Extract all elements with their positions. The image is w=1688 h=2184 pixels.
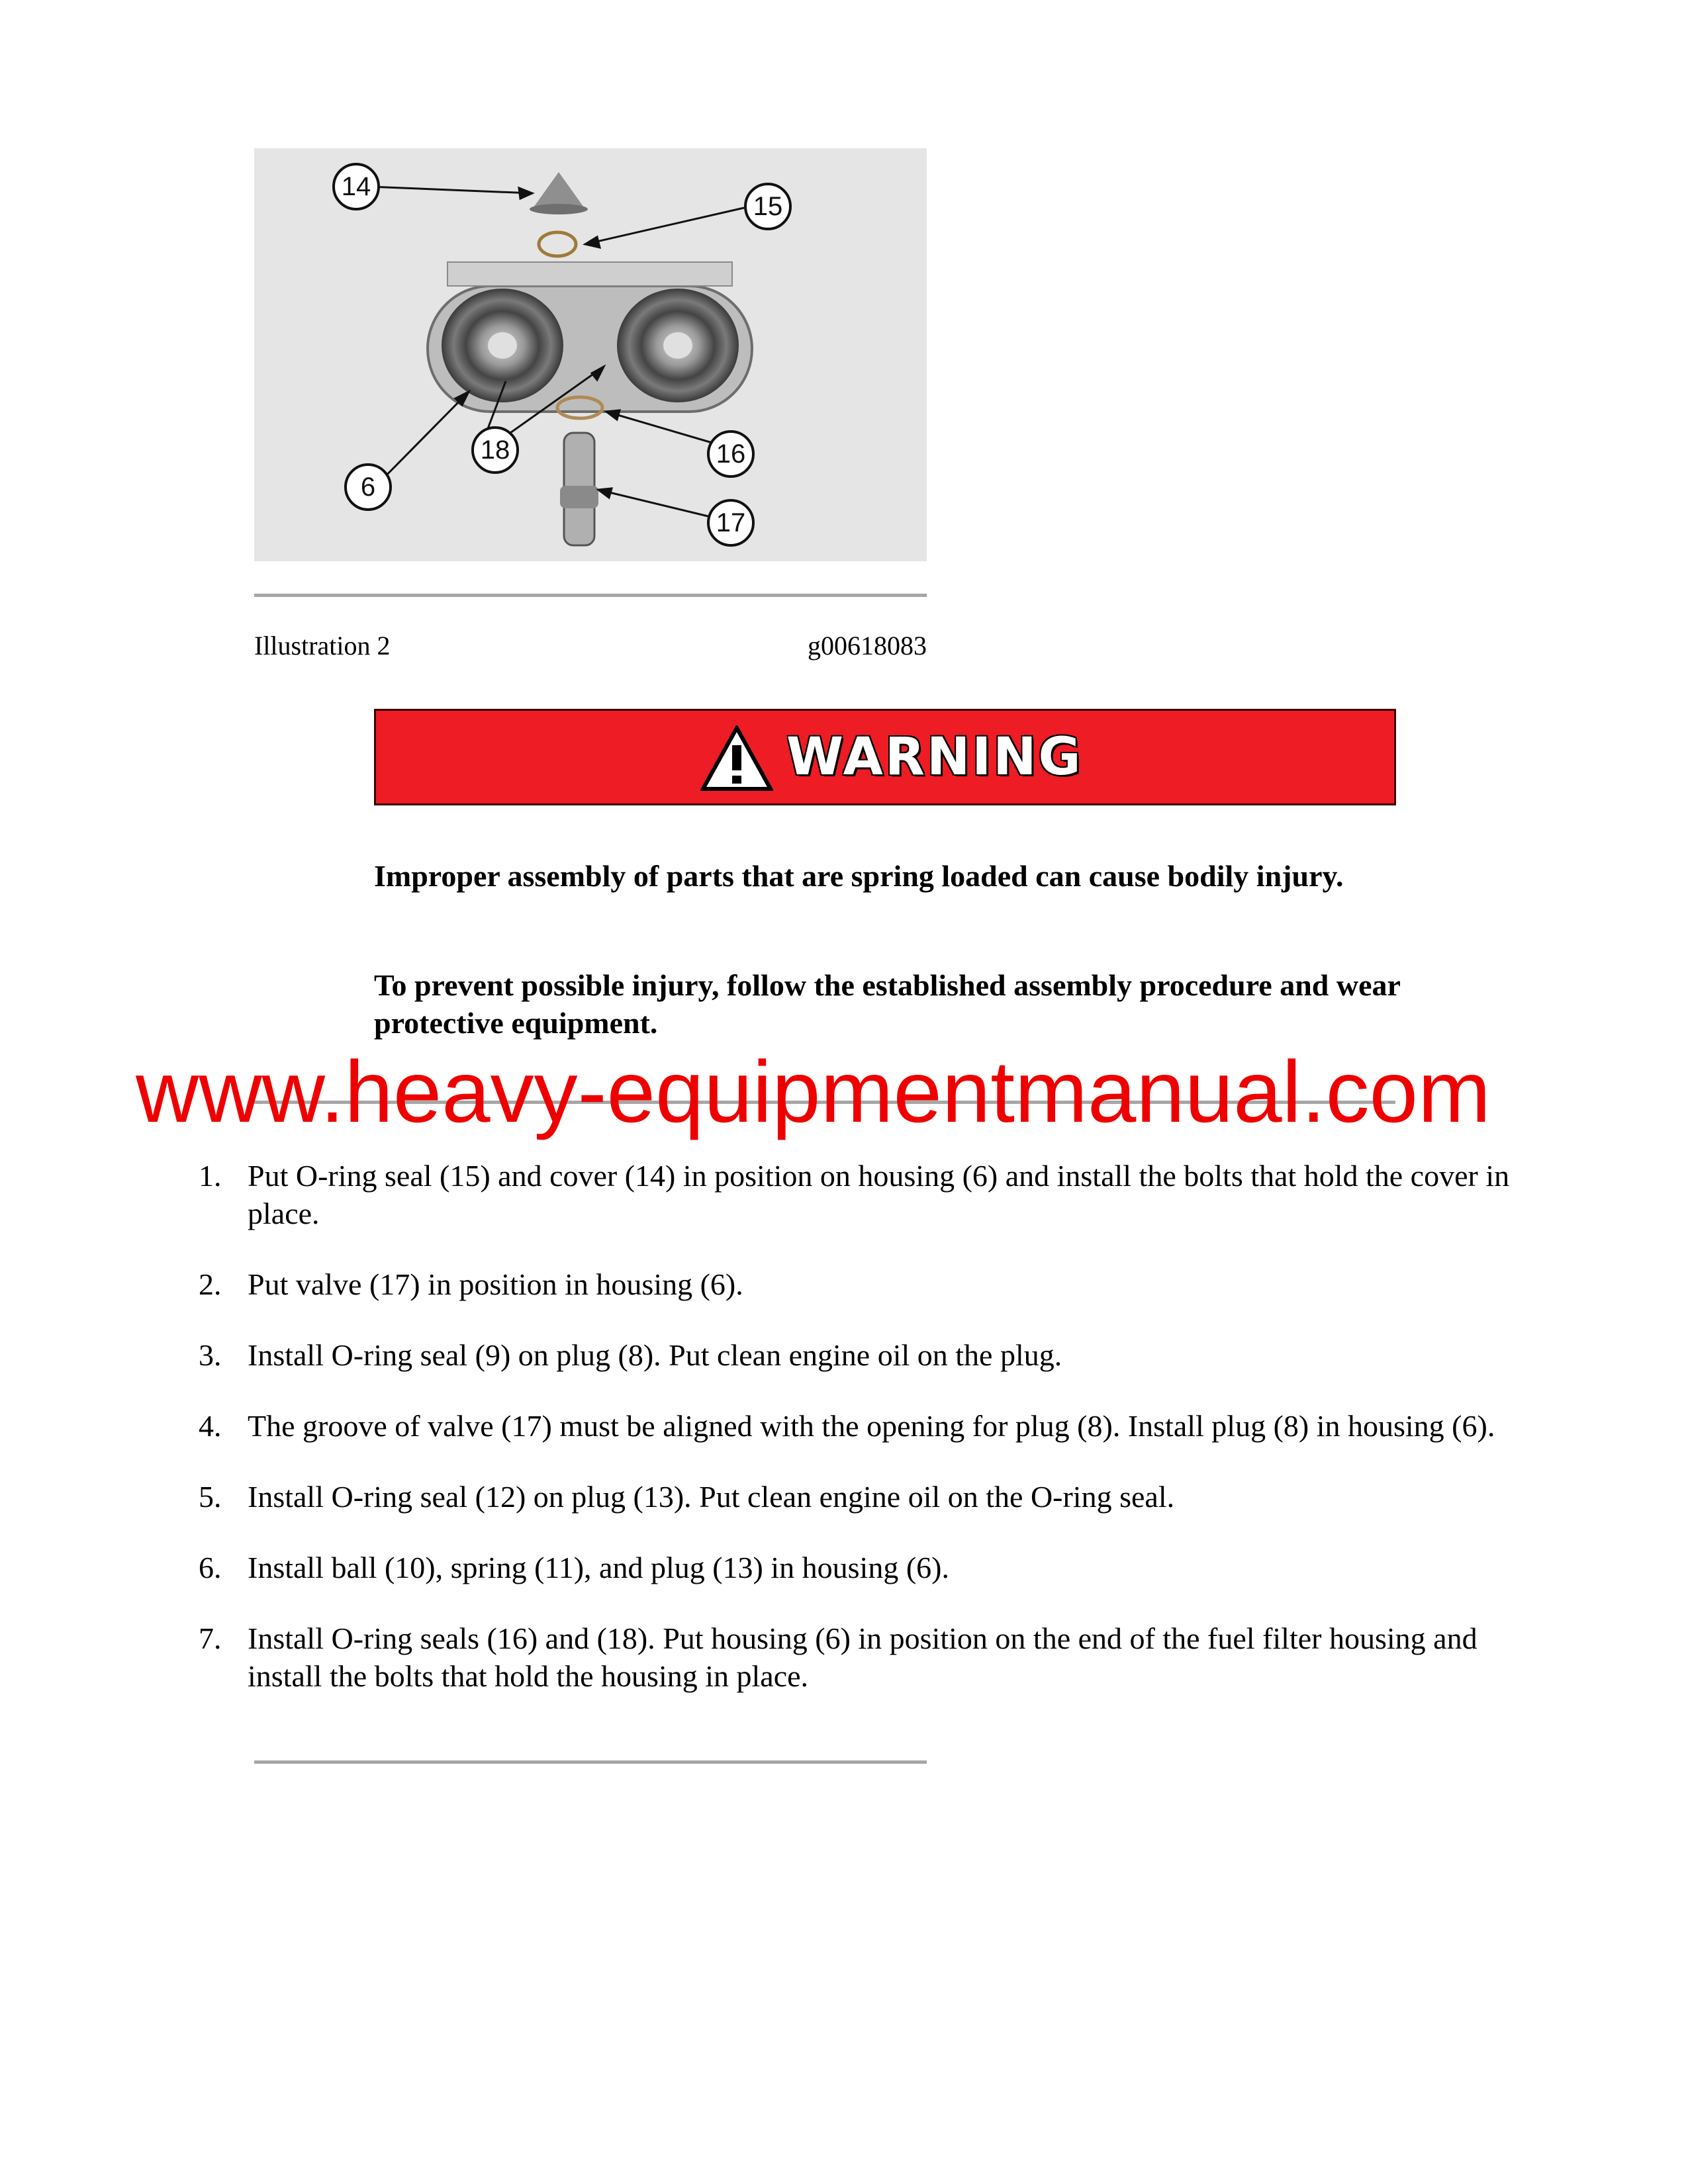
callout-6: 6 bbox=[360, 473, 376, 502]
callout-15: 15 bbox=[753, 192, 783, 221]
parts-illustration bbox=[254, 148, 927, 561]
step-text: Install ball (10), spring (11), and plug (13) in housing (6). bbox=[248, 1551, 949, 1584]
step-item bbox=[199, 1157, 1516, 1232]
o-ring-15 bbox=[539, 232, 576, 256]
step-item bbox=[199, 1478, 1516, 1516]
warning-triangle-icon bbox=[700, 725, 773, 792]
step-item bbox=[199, 1549, 1516, 1586]
step-number: 3. bbox=[199, 1338, 222, 1372]
callout-17: 17 bbox=[716, 508, 746, 537]
cover-part bbox=[532, 172, 585, 209]
step-text: The groove of valve (17) must be aligned with the opening for plug (8). Install plug (8) in housing (6). bbox=[248, 1409, 1495, 1443]
warning-label: WARNING bbox=[786, 727, 1083, 787]
warning-banner bbox=[374, 709, 1396, 805]
callout-18: 18 bbox=[480, 435, 510, 465]
illustration-caption: Illustration 2 bbox=[254, 631, 391, 660]
figure-divider bbox=[254, 594, 927, 597]
step-number: 5. bbox=[199, 1480, 222, 1514]
step-text: Install O-ring seals (16) and (18). Put housing (6) in position on the end of the fuel filter housing and install the bolts that hold the housing in place. bbox=[248, 1621, 1477, 1693]
step-number: 6. bbox=[199, 1551, 222, 1584]
step-item bbox=[199, 1336, 1516, 1374]
warning-text-injury: Improper assembly of parts that are spring loaded can cause bodily injury. bbox=[374, 859, 1344, 893]
step-item bbox=[199, 1407, 1516, 1445]
bottom-divider bbox=[254, 1760, 927, 1764]
step-item bbox=[199, 1265, 1516, 1303]
watermark-url: www.heavy-equipmentmanual.com bbox=[136, 1043, 1491, 1140]
illustration-code: g00618083 bbox=[808, 631, 927, 660]
step-text: Install O-ring seal (12) on plug (13). Put clean engine oil on the O-ring seal. bbox=[248, 1480, 1175, 1514]
step-text: Put valve (17) in position in housing (6). bbox=[248, 1267, 743, 1301]
step-text: Put O-ring seal (15) and cover (14) in position on housing (6) and install the bolts that hold the cover in place. bbox=[248, 1159, 1510, 1230]
step-number: 2. bbox=[199, 1267, 222, 1301]
step-text: Install O-ring seal (9) on plug (8). Put clean engine oil on the plug. bbox=[248, 1338, 1062, 1372]
callout-14: 14 bbox=[341, 172, 371, 201]
callout-16: 16 bbox=[716, 439, 746, 469]
assembly-steps bbox=[199, 1157, 1516, 1728]
step-item bbox=[199, 1619, 1516, 1695]
step-number: 1. bbox=[199, 1159, 222, 1193]
warning-text-prevention: To prevent possible injury, follow the established assembly procedure and wear protective equipment. bbox=[374, 968, 1401, 1040]
step-number: 7. bbox=[199, 1621, 222, 1655]
step-number: 4. bbox=[199, 1409, 222, 1443]
